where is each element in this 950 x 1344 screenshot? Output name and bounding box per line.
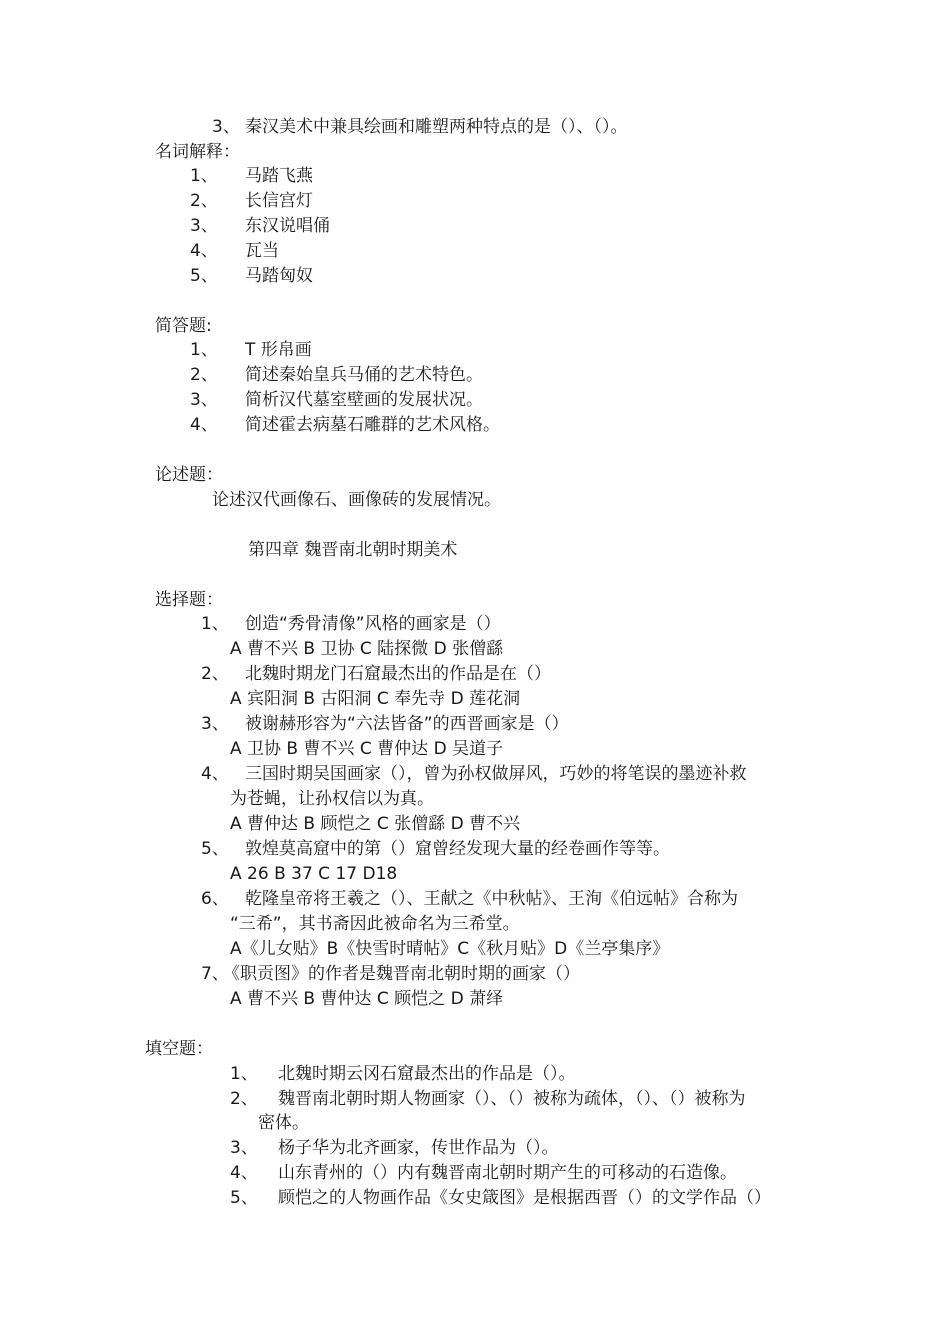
question-options: A 卫协 B 曹不兴 C 曹仲达 D 吴道子 — [230, 739, 504, 759]
list-item-number: 2、 — [190, 365, 218, 385]
question-options: A 曹仲达 B 顾恺之 C 张僧繇 D 曹不兴 — [230, 814, 521, 834]
list-item: 马踏匈奴 — [245, 266, 313, 286]
question-text: 乾隆皇帝将王羲之（）、王献之《中秋帖》、王洵《伯远帖》合称为 — [245, 889, 738, 909]
question-number: 5、 — [201, 839, 229, 859]
list-item-number: 3、 — [190, 216, 218, 236]
list-item: 简述秦始皇兵马俑的艺术特色。 — [245, 365, 483, 385]
question-options: A 曹不兴 B 卫协 C 陆探微 D 张僧繇 — [230, 639, 504, 659]
list-item-number: 3、 — [190, 390, 218, 410]
question-text: 山东青州的（）内有魏晋南北朝时期产生的可移动的石造像。 — [278, 1163, 737, 1183]
question-number: 2、 — [230, 1089, 258, 1109]
list-item-number: 5、 — [190, 266, 218, 286]
list-item-number: 1、 — [190, 340, 218, 360]
list-item: 东汉说唱俑 — [245, 216, 330, 236]
list-item: 简述霍去病墓石雕群的艺术风格。 — [245, 415, 500, 435]
fill-blank-heading: 填空题： — [145, 1039, 213, 1059]
question-number: 4、 — [230, 1163, 258, 1183]
chapter-title: 第四章 魏晋南北朝时期美术 — [248, 540, 458, 560]
question-options: A 宾阳洞 B 古阳洞 C 奉先寺 D 莲花洞 — [230, 689, 521, 709]
question-text: 创造“秀骨清像”风格的画家是（） — [245, 614, 501, 634]
list-item: T 形帛画 — [245, 340, 312, 360]
list-item-number: 4、 — [190, 241, 218, 261]
question-text-continued: “三希”，其书斋因此被命名为三希堂。 — [230, 914, 520, 934]
question-text: 魏晋南北朝时期人物画家（）、（）被称为疏体，（）、（）被称为 — [278, 1089, 746, 1109]
list-item: 长信宫灯 — [245, 191, 313, 211]
list-item-number: 2、 — [190, 191, 218, 211]
question-text: 敦煌莫高窟中的第（）窟曾经发现大量的经卷画作等等。 — [245, 839, 670, 859]
question-text: 三国时期吴国画家（），曾为孙权做屏风，巧妙的将笔误的墨迹补救 — [245, 764, 747, 784]
list-item-number: 4、 — [190, 415, 218, 435]
question-text: 杨子华为北齐画家，传世作品为（）。 — [278, 1138, 559, 1158]
question-text: 秦汉美术中兼具绘画和雕塑两种特点的是（）、（）。 — [245, 117, 628, 137]
short-answer-heading: 简答题: — [155, 316, 212, 336]
question-number: 1、 — [230, 1064, 258, 1084]
question-options: A《儿女贴》B《快雪时晴帖》C《秋月贴》D《兰亭集序》 — [230, 939, 670, 959]
question-number: 7、 — [201, 964, 229, 984]
question-number: 1、 — [201, 614, 229, 634]
question-text-continued: 密体。 — [258, 1113, 309, 1133]
question-text: 被谢赫形容为“六法皆备”的西晋画家是（） — [245, 714, 569, 734]
question-number: 5、 — [230, 1188, 258, 1208]
essay-heading: 论述题： — [155, 465, 223, 485]
question-text: 顾恺之的人物画作品《女史箴图》是根据西晋（）的文学作品（） — [278, 1188, 771, 1208]
terms-heading: 名词解释： — [155, 142, 240, 162]
question-text: 北魏时期龙门石窟最杰出的作品是在（） — [245, 664, 551, 684]
question-number: 3、 — [212, 117, 240, 137]
question-options: A 26 B 37 C 17 D18 — [230, 864, 398, 884]
question-options: A 曹不兴 B 曹仲达 C 顾恺之 D 萧绎 — [230, 989, 504, 1009]
question-number: 4、 — [201, 764, 229, 784]
essay-text: 论述汉代画像石、画像砖的发展情况。 — [212, 490, 501, 510]
list-item: 马踏飞燕 — [245, 166, 313, 186]
question-text: 北魏时期云冈石窟最杰出的作品是（）。 — [278, 1064, 576, 1084]
list-item: 简析汉代墓室壁画的发展状况。 — [245, 390, 483, 410]
question-number: 2、 — [201, 664, 229, 684]
question-text-continued: 为苍蝇，让孙权信以为真。 — [230, 789, 434, 809]
question-number: 3、 — [201, 714, 229, 734]
list-item: 瓦当 — [245, 241, 279, 261]
list-item-number: 1、 — [190, 166, 218, 186]
question-number: 6、 — [201, 889, 229, 909]
choice-heading: 选择题： — [155, 590, 223, 610]
question-number: 3、 — [230, 1138, 258, 1158]
question-text: 《职贡图》的作者是魏晋南北朝时期的画家（） — [223, 964, 580, 984]
